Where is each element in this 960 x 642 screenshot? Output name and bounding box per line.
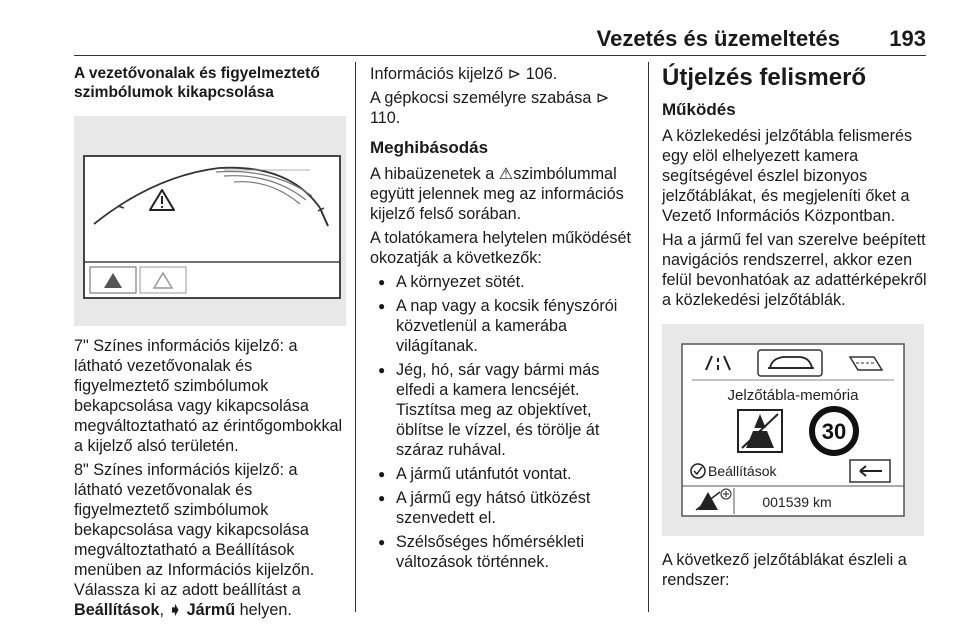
running-title: Vezetés és üzemeltetés	[596, 26, 840, 51]
bullet-list	[370, 272, 638, 572]
motorway-sign-icon	[738, 410, 782, 452]
column-divider	[648, 62, 649, 612]
paragraph: 7" Színes információs kijelző: a látható vezetővonalak és figyelmeztető szimbólumok bekapcsolása vagy kikapcsolása megváltoztatható az érintőgombokkal a kijelző alsó területén.	[74, 337, 343, 455]
list-item: ● A jármű egy hátsó ütközést szenvedett el.	[370, 488, 638, 528]
odometer-readout: 001539 km	[762, 494, 832, 510]
column-2	[370, 64, 638, 576]
speed-value: 30	[821, 419, 847, 444]
arrow-icon: ➧	[168, 601, 183, 619]
sign-memory-display	[662, 324, 924, 536]
paragraph: A tolatókamera helytelen működését okozatják a következők:	[370, 229, 631, 267]
list-item: ● A nap vagy a kocsik fényszórói közvetlenül a kamerába világítanak.	[370, 296, 638, 356]
symbols-toggle-button	[140, 267, 186, 293]
section-heading: Meghibásodás	[370, 138, 489, 157]
paragraph: Ha a jármű fel van szerelve beépített navigációs rendszerrel, akkor ezen felül bevonhatóak az adattérképekről a közlekedési jelzőtáblák.	[662, 231, 927, 309]
chapter-heading: Útjelzés felismerő	[662, 64, 867, 91]
camera-display-figure	[74, 116, 346, 326]
column-divider	[355, 62, 356, 612]
paragraph: A hibaüzenetek a ⚠szimbólummal együtt jelennek meg az információs kijelző felső sorában.	[370, 165, 624, 223]
paragraph: A közlekedési jelzőtábla felismerés egy elöl elhelyezett kamera segítségével észlel bizonyos jelzőtáblákat, és megjeleníti őket a Vezető Információs Központban.	[662, 127, 913, 225]
speed-limit-sign-icon	[812, 409, 856, 453]
page-number: 193	[889, 26, 926, 51]
cross-reference: Információs kijelző ⊳ 106.	[370, 65, 558, 83]
rear-camera-illustration	[74, 116, 346, 326]
list-item: ● A jármű utánfutót vontat.	[370, 464, 638, 484]
page-header	[74, 26, 926, 56]
column-3	[662, 64, 930, 594]
list-item: ● Jég, hó, sár vagy bármi más elfedi a kamera lencséjét. Tisztítsa meg az objektívet, öblítse le vízzel, és törölje át száraz ruhával.	[370, 360, 638, 460]
list-item: ● Szélsőséges hőmérsékleti változások történnek.	[370, 532, 638, 572]
sub-heading: Működés	[662, 100, 736, 119]
header-rule	[74, 55, 926, 56]
section-heading: A vezetővonalak és figyelmeztető szimbólumok kikapcsolása	[74, 65, 320, 101]
column-1	[74, 64, 344, 624]
settings-label: Beállítások	[708, 463, 777, 479]
cross-reference: A gépkocsi személyre szabása ⊳ 110.	[370, 89, 610, 127]
paragraph: A következő jelzőtáblákat észleli a rendszer:	[662, 551, 907, 589]
sign-memory-figure	[662, 324, 924, 536]
memory-title: Jelzőtábla-memória	[727, 387, 859, 404]
list-item: ● A környezet sötét.	[370, 272, 638, 292]
paragraph: 8" Színes információs kijelző: a látható vezetővonalak és figyelmeztető szimbólumok bekapcsolása vagy kikapcsolása megváltoztatható a Beállítások menüben az Információs kijelzőn. Válassza ki az adott beállítást a Beállítások, ➧ Jármű helyen.	[74, 461, 315, 619]
warning-icon: ⚠	[498, 165, 514, 183]
